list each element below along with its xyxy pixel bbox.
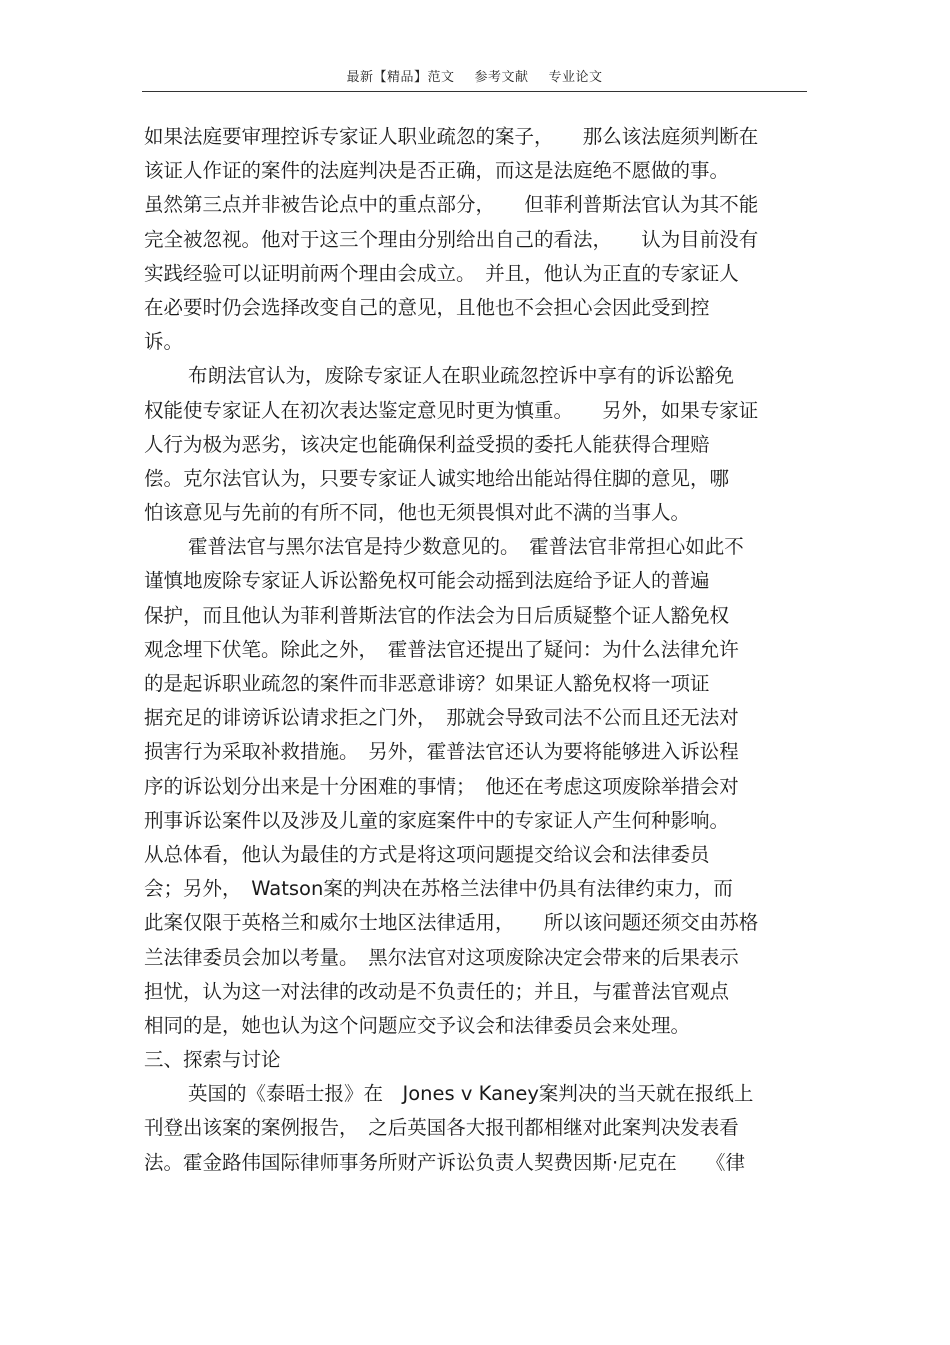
text-line: 谨慎地废除专家证人诉讼豁免权可能会动摇到法庭给予证人的普遍 <box>144 569 710 593</box>
page-header <box>142 66 807 85</box>
text-line: 相同的是，她也认为这个问题应交予议会和法律委员会来处理。 <box>144 1013 691 1037</box>
header-divider <box>142 91 807 92</box>
document-body <box>144 120 814 1180</box>
text-line: 会；另外， Watson案的判决在苏格兰法律中仍具有法律约束力，而 <box>144 877 733 901</box>
text-line: 刊登出该案的案例报告， 之后英国各大报刊都相继对此案判决发表看 <box>144 1116 739 1140</box>
text-line: 的是起诉职业疏忽的案件而非恶意诽谤？如果证人豁免权将一项证 <box>144 672 710 695</box>
text-line: 偿。克尔法官认为，只要专家证人诚实地给出能站得住脚的意见，哪 <box>144 466 730 490</box>
text-line: 观念埋下伏笔。除此之外， 霍普法官还提出了疑问：为什么法律允许 <box>144 637 739 661</box>
paragraph-start-line: 霍普法官与黑尔法官是持少数意见的。 霍普法官非常担心如此不 <box>188 535 744 559</box>
header-item-1: 最新【精品】范文 <box>346 70 455 85</box>
text-line: 诉。 <box>144 330 184 354</box>
paragraph-start-line: 布朗法官认为，废除专家证人在职业疏忽控诉中享有的诉讼豁免 <box>188 364 735 388</box>
text-line: 此案仅限于英格兰和威尔士地区法律适用， 所以该问题还须交由苏格 <box>144 911 759 935</box>
text-line: 刑事诉讼案件以及涉及儿童的家庭案件中的专家证人产生何种影响。 <box>144 808 730 832</box>
section-heading: 三、探索与讨论 <box>144 1048 281 1072</box>
text-line: 如果法庭要审理控诉专家证人职业疏忽的案子， 那么该法庭须判断在 <box>144 125 759 148</box>
text-line: 怕该意见与先前的有所不同，他也无须畏惧对此不满的当事人。 <box>144 501 691 525</box>
text-line: 该证人作证的案件的法庭判决是否正确，而这是法庭绝不愿做的事。 <box>144 159 730 183</box>
text-line: 权能使专家证人在初次表达鉴定意见时更为慎重。 另外，如果专家证 <box>144 398 759 422</box>
paragraph-start-line: 英国的《泰晤士报》在 Jones v Kaney案判决的当天就在报纸上 <box>188 1082 754 1106</box>
text-line: 完全被忽视。他对于这三个理由分别给出自己的看法， 认为目前没有 <box>144 227 759 251</box>
text-line: 在必要时仍会选择改变自己的意见，且他也不会担心会因此受到控 <box>144 295 710 319</box>
text-line: 虽然第三点并非被告论点中的重点部分， 但菲利普斯法官认为其不能 <box>144 193 759 217</box>
text-line: 损害行为采取补救措施。 另外，霍普法官还认为要将能够进入诉讼程 <box>144 740 739 764</box>
text-line: 人行为极为恶劣，该决定也能确保利益受损的委托人能获得合理赔 <box>144 432 710 456</box>
text-line: 据充足的诽谤诉讼请求拒之门外， 那就会导致司法不公而且还无法对 <box>144 706 739 730</box>
text-line: 兰法律委员会加以考量。 黑尔法官对这项废除决定会带来的后果表示 <box>144 945 739 969</box>
text-line: 担忧，认为这一对法律的改动是不负责任的；并且，与霍普法官观点 <box>144 979 730 1003</box>
text-line: 法。霍金路伟国际律师事务所财产诉讼负责人契费因斯·尼克在 《律 <box>144 1150 745 1174</box>
text-line: 从总体看，他认为最佳的方式是将这项问题提交给议会和法律委员 <box>144 842 710 866</box>
text-line: 序的诉讼划分出来是十分困难的事情； 他还在考虑这项废除举措会对 <box>144 774 739 798</box>
header-item-3: 专业论文 <box>548 70 603 85</box>
text-line: 实践经验可以证明前两个理由会成立。 并且，他认为正直的专家证人 <box>144 261 739 285</box>
header-item-2: 参考文献 <box>474 70 529 85</box>
text-line: 保护，而且他认为菲利普斯法官的作法会为日后质疑整个证人豁免权 <box>144 603 730 627</box>
